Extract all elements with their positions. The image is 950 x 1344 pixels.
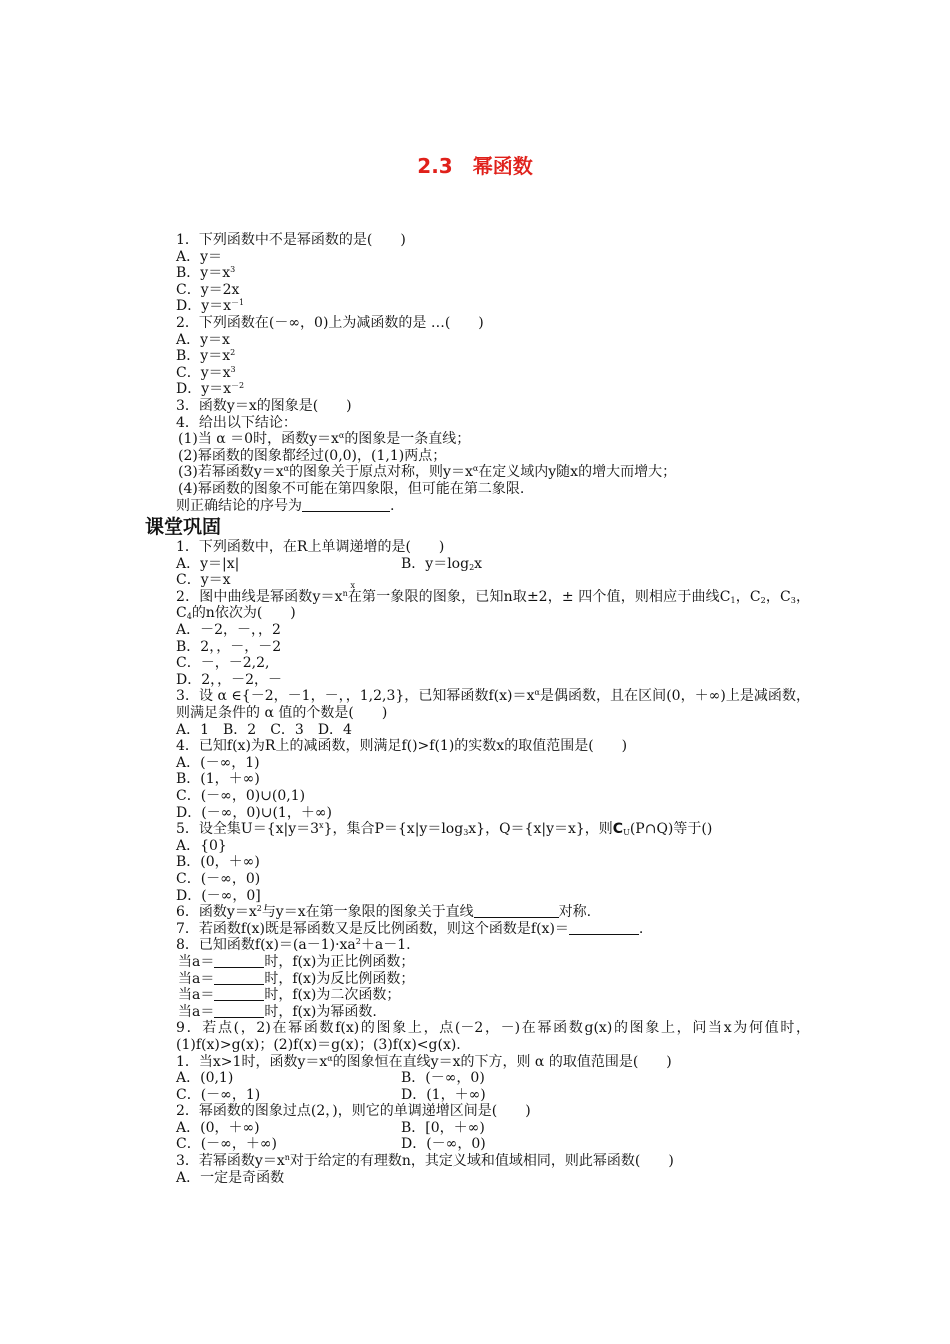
answer-blank [302, 498, 390, 512]
kt-q7: 7．若函数f(x)既是幂函数又是反比例函数，则这个函数是f(x)＝ . [176, 920, 644, 937]
hw-q2-stem: 2．幂函数的图象过点(2，)，则它的单调递增区间是( ) [176, 1103, 531, 1120]
pre-q3-stem: 3．函数y＝x的图象是( ) [176, 397, 352, 414]
pre-q4-statement-1: (1)当 α ＝0时，函数$y=x^\alpha$的图象是一条直线； [178, 431, 471, 448]
kt-q2-option-c: C．－，－2,2, [176, 655, 270, 672]
kt-q3-stem: 3．设 α ∈{－2，－1，－，，1,2,3}，已知幂函数$f(x)=x^\alpha$是偶函数，且在区间(0，＋∞)上是减函数，则满足条件的 α 值的个数是( ) [176, 688, 810, 722]
answer-blank [474, 904, 559, 918]
pre-q4-statement-3: (3)若幂函数$y=x^\alpha$的图象关于原点对称，则$y=x^\alpha$在定义域内y随x的增大而增大； [178, 464, 677, 481]
hw-q2-options-cd: C．(－∞，＋∞) D．(－∞，0) [176, 1136, 486, 1153]
pre-q4-statement-2: (2)幂函数的图象都经过(0,0)，(1,1)两点； [178, 447, 447, 464]
kt-q2-option-d: D．2，，－2，－ [176, 671, 283, 688]
pre-q2-option-a: A．y＝x [176, 331, 230, 348]
hw-q2-options-ab: A．(0，＋∞) B．[0，＋∞) [176, 1119, 485, 1136]
kt-q8-line-4: 当a＝ 时，f(x)为幂函数. [178, 1003, 377, 1020]
kt-q4-stem: 4．已知f(x)为R上的减函数，则满足f()>f(1)的实数x的取值范围是( ) [176, 738, 628, 755]
kt-q9: 9．若点(，2)在幂函数f(x)的图象上，点(－2，－)在幂函数g(x)的图象上，问当x为何值时，(1)f(x)>g(x)；(2)f(x)＝g(x)；(3)f(x)<g(x). [176, 1020, 810, 1053]
page-title: 2.3 幂函数 [417, 154, 533, 178]
pre-q1-option-b: B．$y=x^3$ [176, 265, 236, 282]
pre-q1-option-a: A．y＝ [176, 248, 223, 265]
kt-q2-option-a: A．－2，－，，2 [176, 622, 281, 639]
pre-q2-stem: 2．下列函数在(－∞，0)上为减函数的是 …( ) [176, 314, 484, 331]
hw-q3-option-a: A．一定是奇函数 [176, 1169, 285, 1186]
hw-q1-stem: 1．当x>1时，函数$y=x^\alpha$的图象恒在直线y＝x的下方，则 α 的取值范围是( ) [176, 1053, 672, 1070]
pre-q2-option-b: B．$y=x^2$ [176, 348, 236, 365]
pre-q1-option-c: C．y＝2x [176, 281, 240, 298]
kt-q8-stem: 8．已知函数$f(x)=(a-1)\cdot xa^2+a-1$. [176, 937, 411, 954]
kt-q5-option-c: C．(－∞，0) [176, 870, 261, 887]
answer-blank [214, 1004, 264, 1018]
pre-q1-stem: 1．下列函数中不是幂函数的是( ) [176, 232, 406, 248]
pre-q4-stem: 4．给出以下结论： [176, 414, 297, 431]
kt-q6: 6．函数$y=x^2$与y＝x在第一象限的图象关于直线 对称. [176, 904, 592, 921]
kt-q8-line-1: 当a＝ 时，f(x)为正比例函数； [178, 953, 415, 970]
answer-blank [214, 971, 264, 985]
pre-q1-option-d: D．$y=x^{-1}$ [176, 298, 245, 315]
kt-q2-stem: 2．图中曲线是幂函数$y=x^n$在第一象限的图象，已知n取±2，± 四个值，则相应于曲线$C_1$，$C_2$，$C_3$，$C_4$的n依次为( ) [176, 588, 811, 622]
complement-symbol: C [612, 821, 624, 838]
kt-q2-option-b: B．2，，－，－2 [176, 638, 282, 655]
kt-q1-options-ab: A．y＝|x| B．$y=\log_2x$ [176, 555, 483, 572]
answer-blank [214, 987, 264, 1001]
kt-q5-option-b: B．(0，＋∞) [176, 854, 260, 871]
kt-q1-option-c: C．y＝x $_x$ [176, 572, 356, 591]
kt-q1-stem: 1．下列函数中，在R上单调递增的是( ) [176, 539, 445, 556]
hw-q1-options-cd: C．(－∞，1) D．(1，＋∞) [176, 1086, 486, 1103]
pre-q2-option-d: D．$y=x^{-2}$ [176, 381, 245, 398]
pre-q2-option-c: C．$y=x^3$ [176, 364, 236, 381]
kt-q3-options: A．1 B．2 C．3 D．4 [176, 721, 352, 738]
answer-blank [214, 954, 264, 968]
kt-q4-option-a: A．(－∞，1) [176, 754, 260, 771]
section-heading: 课堂巩固 [145, 516, 222, 539]
kt-q5-stem: 5．设全集$U=\{x|y=3^x\}$，集合$P=\{x|y=\log_3x\}$，Q＝{x|y＝x}，则$C_U(P\cap Q)$等于() [176, 821, 713, 838]
kt-q8-line-2: 当a＝ 时，f(x)为反比例函数； [178, 970, 415, 987]
hw-q1-options-ab: A．(0,1) B．(－∞，0) [176, 1070, 485, 1087]
kt-q5-option-a: A．{0} [176, 837, 227, 854]
document-body [145, 232, 810, 1186]
kt-q4-option-c: C．(－∞，0)∪(0,1) [176, 788, 306, 804]
hw-q3-stem: 3．若幂函数$y=x^n$对于给定的有理数n，其定义域和值域相同，则此幂函数( ) [176, 1153, 674, 1170]
pre-q4-answer-line: 则正确结论的序号为 . [176, 497, 395, 514]
answer-blank [569, 921, 639, 935]
pre-q4-statement-4: (4)幂函数的图象不可能在第四象限，但可能在第二象限. [178, 480, 525, 497]
kt-q4-option-d: D．(－∞，0)∪(1，＋∞) [176, 804, 332, 821]
kt-q4-option-b: B．(1，＋∞) [176, 771, 260, 788]
kt-q5-option-d: D．(－∞，0] [176, 887, 261, 904]
kt-q8-line-3: 当a＝ 时，f(x)为二次函数； [178, 987, 401, 1004]
